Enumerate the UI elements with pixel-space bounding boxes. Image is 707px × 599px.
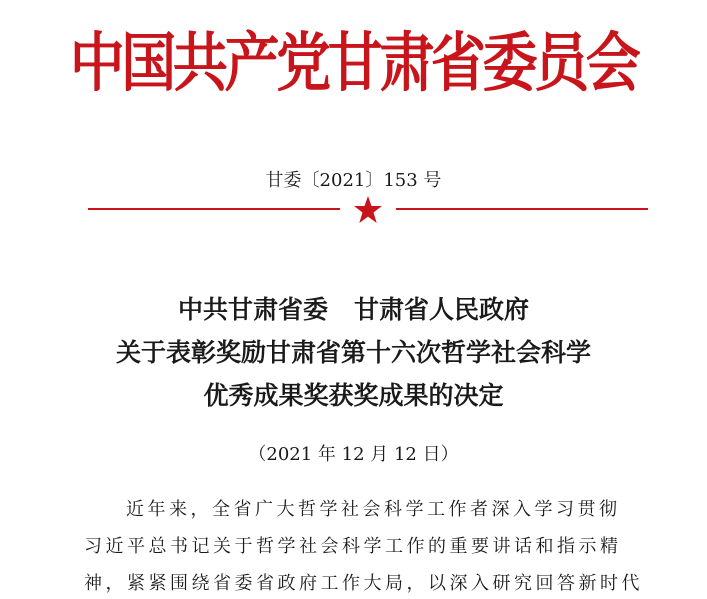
body-line-2: 习近平总书记关于哲学社会科学工作的重要讲话和指示精: [84, 536, 622, 557]
issuer-party-committee: 中共甘肃省委: [177, 295, 328, 324]
title-line-2: 关于表彰奖励甘肃省第十六次哲学社会科学: [115, 338, 591, 367]
title-line-3: 优秀成果奖获奖成果的决定: [203, 381, 504, 410]
red-divider: [88, 195, 648, 225]
issue-date: （2021 年 12 月 12 日）: [248, 444, 459, 465]
body-line-1: 近年来，全省广大哲学社会科学工作者深入学习贯彻: [126, 499, 621, 520]
divider-line-left: [88, 208, 340, 210]
star-icon: [353, 195, 383, 225]
divider-line-right: [396, 208, 648, 210]
masthead-title: 中国共产党甘肃省委员会: [69, 26, 638, 101]
title-issuers: [0, 293, 707, 327]
issuer-government: 甘肃省人民政府: [354, 295, 530, 324]
document-number: 甘委〔2021〕153 号: [265, 170, 442, 191]
body-line-3: 神，紧紧围绕省委省政府工作大局，以深入研究回答新时代: [84, 573, 643, 594]
